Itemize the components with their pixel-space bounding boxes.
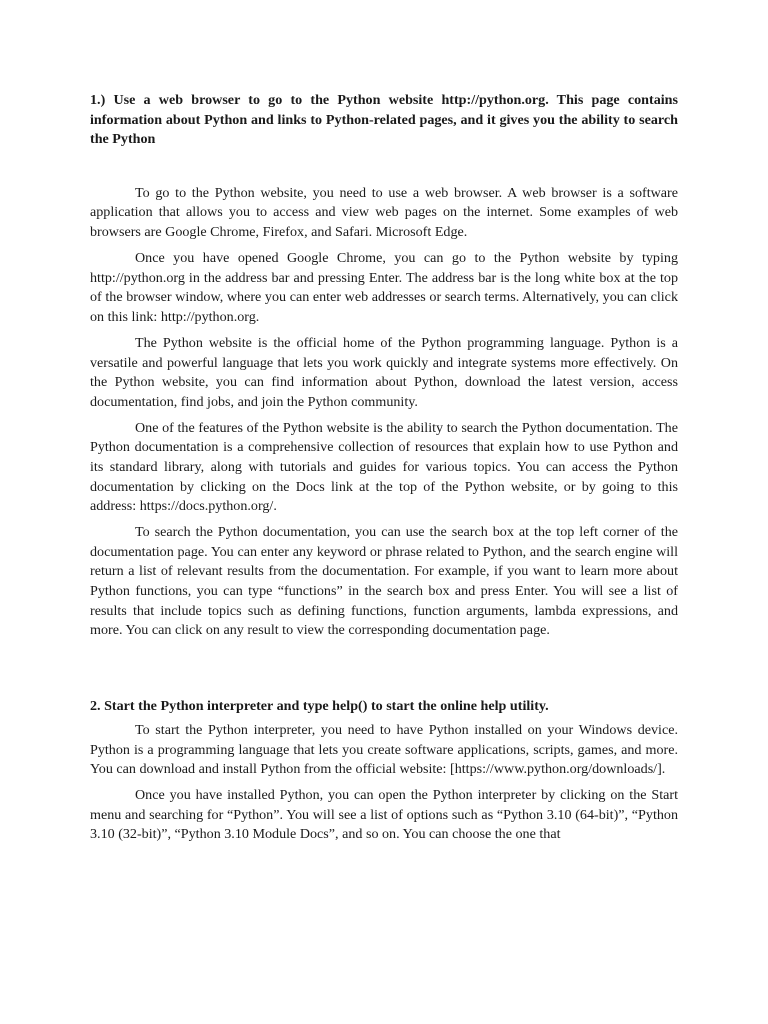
section-2-paragraph-1: To start the Python interpreter, you need to have Python installed on your Windows device. Python is a programming language that lets you create software applications, scripts, games, and more. You can download and install Python from the official website: [https://www.python.org/downloads/]. (90, 721, 678, 778)
document-page (90, 91, 678, 852)
section-1-paragraph-2: Once you have opened Google Chrome, you can go to the Python website by typing http://python.org in the address bar and pressing Enter. The address bar is the long white box at the top of the browser window, where you can enter web addresses or search terms. Alternatively, you can click on this link: http://python.org. (90, 250, 678, 325)
section-1-heading: 1.) Use a web browser to go to the Python website http://python.org. This page contains information about Python and links to Python-related pages, and it gives you the ability to search the Python (90, 92, 678, 148)
section-2-heading: 2. Start the Python interpreter and type help() to start the online help utility. (90, 697, 549, 714)
section-1-paragraph-5: To search the Python documentation, you can use the search box at the top left corner of the documentation page. You can enter any keyword or phrase related to Python, and the search engine will return a list of relevant results from the documentation. For example, if you want to learn more about Python functions, you can type “functions” in the search box and press Enter. You will see a list of results that include topics such as defining functions, function arguments, lambda expressions, and more. You can click on any result to view the corresponding documentation page. (90, 524, 678, 639)
section-2-paragraph-2: Once you have installed Python, you can open the Python interpreter by clicking on the Start menu and searching for “Python”. You will see a list of options such as “Python 3.10 (64-bit)”, “Python 3.10 (32-bit)”, “Python 3.10 Module Docs”, and so on. You can choose the one that (90, 787, 678, 843)
section-1-paragraph-4: One of the features of the Python website is the ability to search the Python documentation. The Python documentation is a comprehensive collection of resources that explain how to use Python and its standard library, along with tutorials and guides for various topics. You can access the Python documentation by clicking on the Docs link at the top of the Python website, or by going to this address: https://docs.python.org/. (90, 419, 678, 515)
section-1-paragraph-3: The Python website is the official home of the Python programming language. Python is a versatile and powerful language that lets you work quickly and integrate systems more effectively. On the Python website, you can find information about Python, download the latest version, access documentation, find jobs, and join the Python community. (90, 334, 678, 410)
section-1-paragraph-1: To go to the Python website, you need to use a web browser. A web browser is a software application that allows you to access and view web pages on the internet. Some examples of web browsers are Google Chrome, Firefox, and Safari. Microsoft Edge. (90, 184, 678, 240)
